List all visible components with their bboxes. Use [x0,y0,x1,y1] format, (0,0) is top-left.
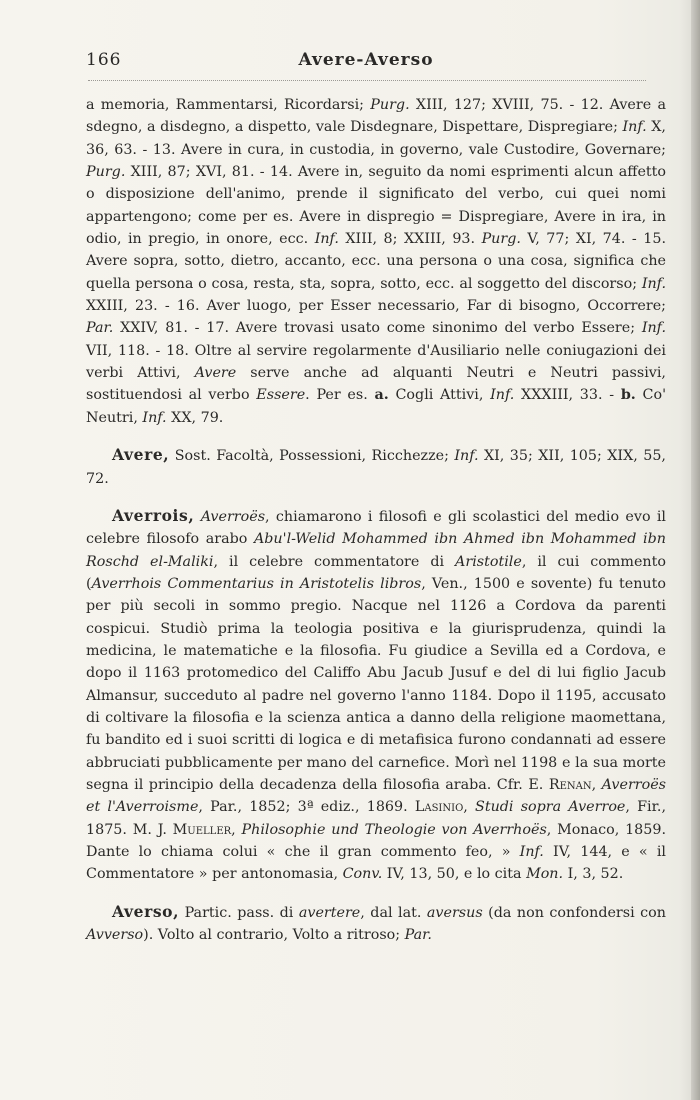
entry-averso: Averso, Partic. pass. di avertere, dal lat. aversus (da non confondersi con Avverso). Volto al contrario, Volto a ritroso; Par. [86,901,666,944]
running-head: Avere-Averso [298,50,434,70]
headword: Averrois, [112,505,195,525]
entry-averrois: Averrois, Averroës, chiamarono i filosofi e gli scolastici del medio evo il celebre filosofo arabo Abu'l-Welid Mohammed ibn Ahmed ibn Mohammed ibn Roschd el-Maliki, il celebre commentatore di Aristotile, il cui commento (Averrhois Commentarius in Aristotelis libros, Ven., 1500 e sovente) fu tenuto per più secoli in sommo pregio. Nacque nel 1126 a Cordova da parenti cospicui. Studiò prima la teologia positiva e la giurisprudenza, quindi la medicina, le matematiche e la filosofia. Fu giudice a Sevilla ed a Cordova, e dopo il 1163 protomedico del Califfo Abu Jacub Jusuf e del di lui figlio Jacub Almansur, succeduto al padre nel governo l'anno 1184. Dopo il 1195, accusato di coltivare la filosofia e la scienza antica a danno della religione maomettana, fu bandito ed i suoi scritti di logica e di metafisica furono condannati ad essere abbruciati pubblicamente per mano del carnefice. Morì nel 1198 e la sua morte segna il principio della decadenza della filosofia araba. Cfr. E. Renan, Averroës et l'Averroisme, Par., 1852; 3ª ediz., 1869. Lasinio, Studi sopra Averroe, Fir., 1875. M. J. Mueller, Philosophie und Theologie von Averrhoës, Monaco, 1859. Dante lo chiama colui « che il gran commento feo, » Inf. IV, 144, e « il Commentatore » per antonomasia, Conv. IV, 13, 50, e lo cita Mon. I, 3, 52. [86,505,667,883]
page-edge-shadow [691,0,700,1100]
page-body [86,94,666,946]
headword: Averso, [112,901,180,921]
page-number: 166 [86,50,122,70]
header-rule [88,80,646,81]
headword: Avere, [112,445,170,465]
page-header [86,50,646,80]
entry-avere-continuation: a memoria, Rammentarsi, Ricordarsi; Purg. XIII, 127; XVIII, 75. - 12. Avere a sdegno, a disdegno, a dispetto, vale Disdegnare, Dispettare, Dispregiare; Inf. X, 36, 63. - 13. Avere in cura, in custodia, in governo, vale Custodire, Governare; Purg. XIII, 87; XVI, 81. - 14. Avere in, seguito da nomi esprimenti alcun affetto o disposizione dell'animo, prende il significato del verbo, cui quei nomi appartengono; come per es. Avere in dispregio = Dispregiare, Avere in ira, in odio, in pregio, in onore, ecc. Inf. XIII, 8; XXIII, 93. Purg. V, 77; XI, 74. - 15. Avere sopra, sotto, dietro, accanto, ecc. una persona o una cosa, significa che quella persona o cosa, resta, sta, sopra, sotto, ecc. al soggetto del discorso; Inf. XXIII, 23. - 16. Aver luogo, per Esser necessario, Far di bisogno, Occorrere; Par. XXIV, 81. - 17. Avere trovasi usato come sinonimo del verbo Essere; Inf. VII, 118. - 18. Oltre al servire regolarmente d'Ausiliario nelle coniugazioni dei verbi Attivi, Avere serve anche ad alquanti Neutri e Neutri passivi, sostituendosi al verbo Essere. Per es. a. Cogli Attivi, Inf. XXXIII, 33. - b. Co' Neutri, Inf. XX, 79. [86,97,667,426]
entry-avere-sost: Avere, Sost. Facoltà, Possessioni, Ricchezze; Inf. XI, 35; XII, 105; XIX, 55, 72. [86,445,666,487]
